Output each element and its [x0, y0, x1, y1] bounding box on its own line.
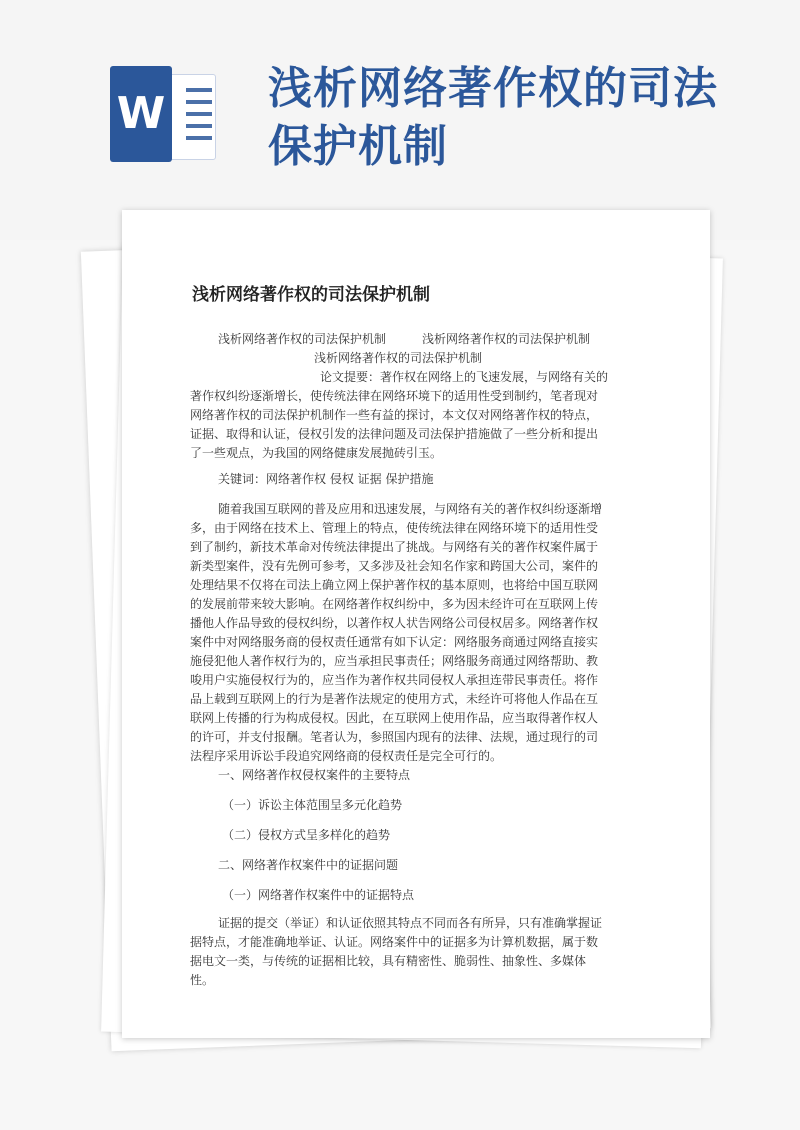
banner-title-line: 浅析网络著作权的司法 — [268, 63, 718, 114]
paragraph-line: 唆用户实施侵权行为的，应当作为著作权共同侵权人承担连带民事责任。将作 — [190, 673, 599, 687]
paragraph-line: 联网上传播的行为构成侵权。因此，在互联网上使用作品，应当取得著作权人 — [190, 711, 599, 725]
paragraph-line: 多，由于网络在技术上、管理上的特点，使传统法律在网络环境下的适用性受 — [190, 521, 599, 535]
abstract-line: 网络著作权的司法保护机制作一些有益的探讨，本文仅对网络著作权的特点， — [190, 408, 599, 422]
subsection-heading: （一）网络著作权案件中的证据特点 — [222, 888, 415, 902]
paragraph-line: 案件中对网络服务商的侵权责任通常有如下认定：网络服务商通过网络直接实 — [190, 635, 599, 649]
body-paragraph-2 — [190, 914, 656, 990]
doc-line-decor — [186, 100, 212, 104]
paragraph-line: 性。 — [190, 973, 215, 987]
abstract-line: 论文提要：著作权在网络上的飞速发展，与网络有关的 — [320, 370, 609, 384]
keywords-line — [190, 470, 656, 489]
abstract-line: 证据、取得和认证，侵权引发的法律问题及司法保护措施做了一些分析和提出 — [190, 427, 599, 441]
banner-title — [268, 60, 738, 176]
paragraph-line: 的许可，并支付报酬。笔者认为，参照国内现有的法律、法规，通过现行的司 — [190, 730, 599, 744]
document-heading: 浅析网络著作权的司法保护机制 — [192, 285, 430, 305]
paragraph-line: 的发展前带来较大影响。在网络著作权纠纷中，多为因未经许可在互联网上传 — [190, 597, 599, 611]
paragraph-line: 到了制约，新技术革命对传统法律提出了挑战。与网络有关的著作权案件属于 — [190, 540, 599, 554]
doc-line-decor — [186, 124, 212, 128]
repeated-title-line: 浅析网络著作权的司法保护机制 — [314, 351, 483, 365]
doc-line-decor — [186, 112, 212, 116]
word-w-logo: W — [110, 66, 172, 162]
doc-line-decor — [186, 88, 212, 92]
word-document-icon — [110, 66, 218, 162]
subsection-heading: （二）侵权方式呈多样化的趋势 — [222, 828, 391, 842]
keywords-text: 关键词：网络著作权 侵权 证据 保护措施 — [218, 472, 434, 486]
paragraph-line: 法程序采用诉讼手段追究网络商的侵权责任是完全可行的。 — [190, 749, 503, 763]
document-page — [122, 210, 710, 1038]
paragraph-line: 处理结果不仅将在司法上确立网上保护著作权的基本原则，也将给中国互联网 — [190, 578, 599, 592]
paragraph-line: 施侵犯他人著作权行为的，应当承担民事责任；网络服务商通过网络帮助、教 — [190, 654, 599, 668]
banner-title-line: 保护机制 — [268, 121, 448, 172]
repeated-title — [190, 330, 656, 368]
section-heading-2: 二、网络著作权案件中的证据问题 — [218, 858, 399, 872]
paragraph-line: 据电文一类，与传统的证据相比较，具有精密性、脆弱性、抽象性、多媒体 — [190, 954, 587, 968]
body-paragraph-1 — [190, 500, 656, 766]
paragraph-line: 证据的提交（举证）和认证依照其特点不同而各有所异，只有准确掌握证 — [218, 916, 603, 930]
section-heading-1: 一、网络著作权侵权案件的主要特点 — [218, 768, 411, 782]
paragraph-line: 随着我国互联网的普及应用和迅速发展，与网络有关的著作权纠纷逐渐增 — [218, 502, 603, 516]
abstract-line: 了一些观点，为我国的网络健康发展抛砖引玉。 — [190, 446, 443, 460]
paragraph-line: 播他人作品导致的侵权纠纷，以著作权人状告网络公司侵权居多。网络著作权 — [190, 616, 599, 630]
repeated-title-line: 浅析网络著作权的司法保护机制 浅析网络著作权的司法保护机制 — [218, 332, 591, 346]
abstract-paragraph — [190, 368, 656, 463]
paragraph-line: 据特点，才能准确地举证、认证。网络案件中的证据多为计算机数据，属于数 — [190, 935, 599, 949]
subsection-heading: （一）诉讼主体范围呈多元化趋势 — [222, 798, 403, 812]
abstract-line: 著作权纠纷逐渐增长，使传统法律在网络环境下的适用性受到制约，笔者现对 — [190, 389, 599, 403]
doc-line-decor — [186, 136, 212, 140]
paragraph-line: 新类型案件，没有先例可参考，又多涉及社会知名作家和跨国大公司，案件的 — [190, 559, 599, 573]
paragraph-line: 品上载到互联网上的行为是著作法规定的使用方式，未经许可将他人作品在互 — [190, 692, 599, 706]
